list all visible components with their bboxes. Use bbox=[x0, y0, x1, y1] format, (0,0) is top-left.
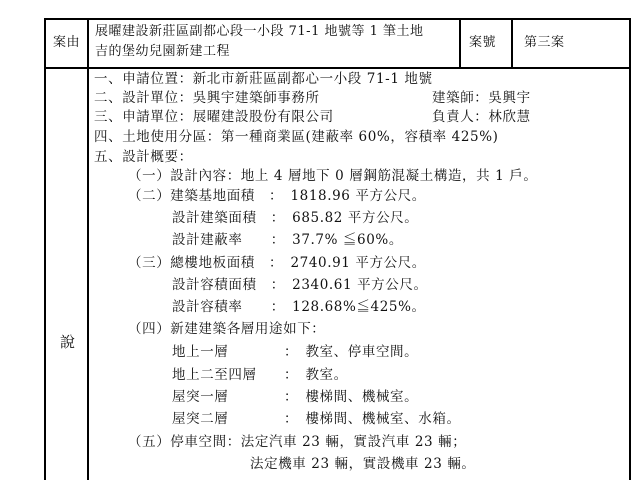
case-no-value: 第三案 bbox=[524, 35, 565, 50]
case-title-line2: 吉的堡幼兒園新建工程 bbox=[95, 44, 231, 59]
volume-area: 設計容積面積 ： 2340.61 平方公尺。 bbox=[172, 277, 428, 293]
floor-usage-heading: （四）新建建築各層用途如下： bbox=[128, 321, 326, 337]
site-area: （二）建築基地面積 ： 1818.96 平方公尺。 bbox=[128, 188, 426, 204]
item-land-zoning: 四、土地使用分區：第一種商業區(建蔽率 60%，容積率 425%) bbox=[94, 129, 499, 145]
floor-use-2-4f: ： 教室。 bbox=[284, 367, 348, 383]
parking-motorcycle: 法定機車 23 輛，實設機車 23 輛。 bbox=[250, 456, 476, 472]
parking-car: （五）停車空間：法定汽車 23 輛，實設汽車 23 輛； bbox=[128, 434, 467, 450]
label-column-divider bbox=[87, 18, 89, 480]
item-location: 一、申請位置：新北市新莊區副都心一小段 71-1 地號 bbox=[94, 71, 433, 87]
responsible-person: 負責人：林欣慧 bbox=[432, 109, 531, 125]
side-label: 說 bbox=[60, 333, 76, 351]
floor-name-rf2: 屋突二層 bbox=[172, 411, 229, 427]
floor-area-ratio: 設計容積率 ： 128.68%≦425%。 bbox=[172, 299, 426, 315]
right-border bbox=[629, 18, 631, 480]
top-border bbox=[44, 18, 630, 20]
design-content: （一）設計內容：地上 4 層地下 0 層鋼筋混凝土構造，共 1 戶。 bbox=[128, 168, 538, 184]
case-no-right-divider bbox=[511, 18, 513, 68]
case-title-line1: 展曜建設新莊區副都心段一小段 71-1 地號等 1 筆土地 bbox=[95, 24, 424, 39]
floor-use-1f: ： 教室、停車空間。 bbox=[284, 344, 419, 360]
coverage-ratio: 設計建蔽率 ： 37.7% ≦60%。 bbox=[172, 232, 403, 248]
total-floor-area: （三）總樓地板面積 ： 2740.91 平方公尺。 bbox=[128, 255, 426, 271]
item-design-summary: 五、設計概要： bbox=[94, 149, 193, 165]
case-label: 案由 bbox=[53, 35, 81, 50]
item-design-unit: 二、設計單位：吳興宇建築師事務所 bbox=[94, 90, 320, 106]
header-bottom-border bbox=[44, 67, 630, 69]
floor-name-1f: 地上一層 bbox=[172, 344, 229, 360]
floor-use-rf1: ： 樓梯間、機械室。 bbox=[284, 389, 419, 405]
item-applicant: 三、申請單位：展曜建設股份有限公司 bbox=[94, 109, 334, 125]
case-no-label: 案號 bbox=[469, 35, 497, 50]
floor-use-rf2: ： 樓梯間、機械室、水箱。 bbox=[284, 411, 461, 427]
floor-name-rf1: 屋突一層 bbox=[172, 389, 229, 405]
left-border bbox=[44, 18, 46, 480]
architect-name: 建築師：吳興宇 bbox=[432, 90, 531, 106]
building-area: 設計建築面積 ： 685.82 平方公尺。 bbox=[172, 210, 419, 226]
floor-name-2-4f: 地上二至四層 bbox=[172, 367, 257, 383]
case-no-left-divider bbox=[459, 18, 461, 68]
